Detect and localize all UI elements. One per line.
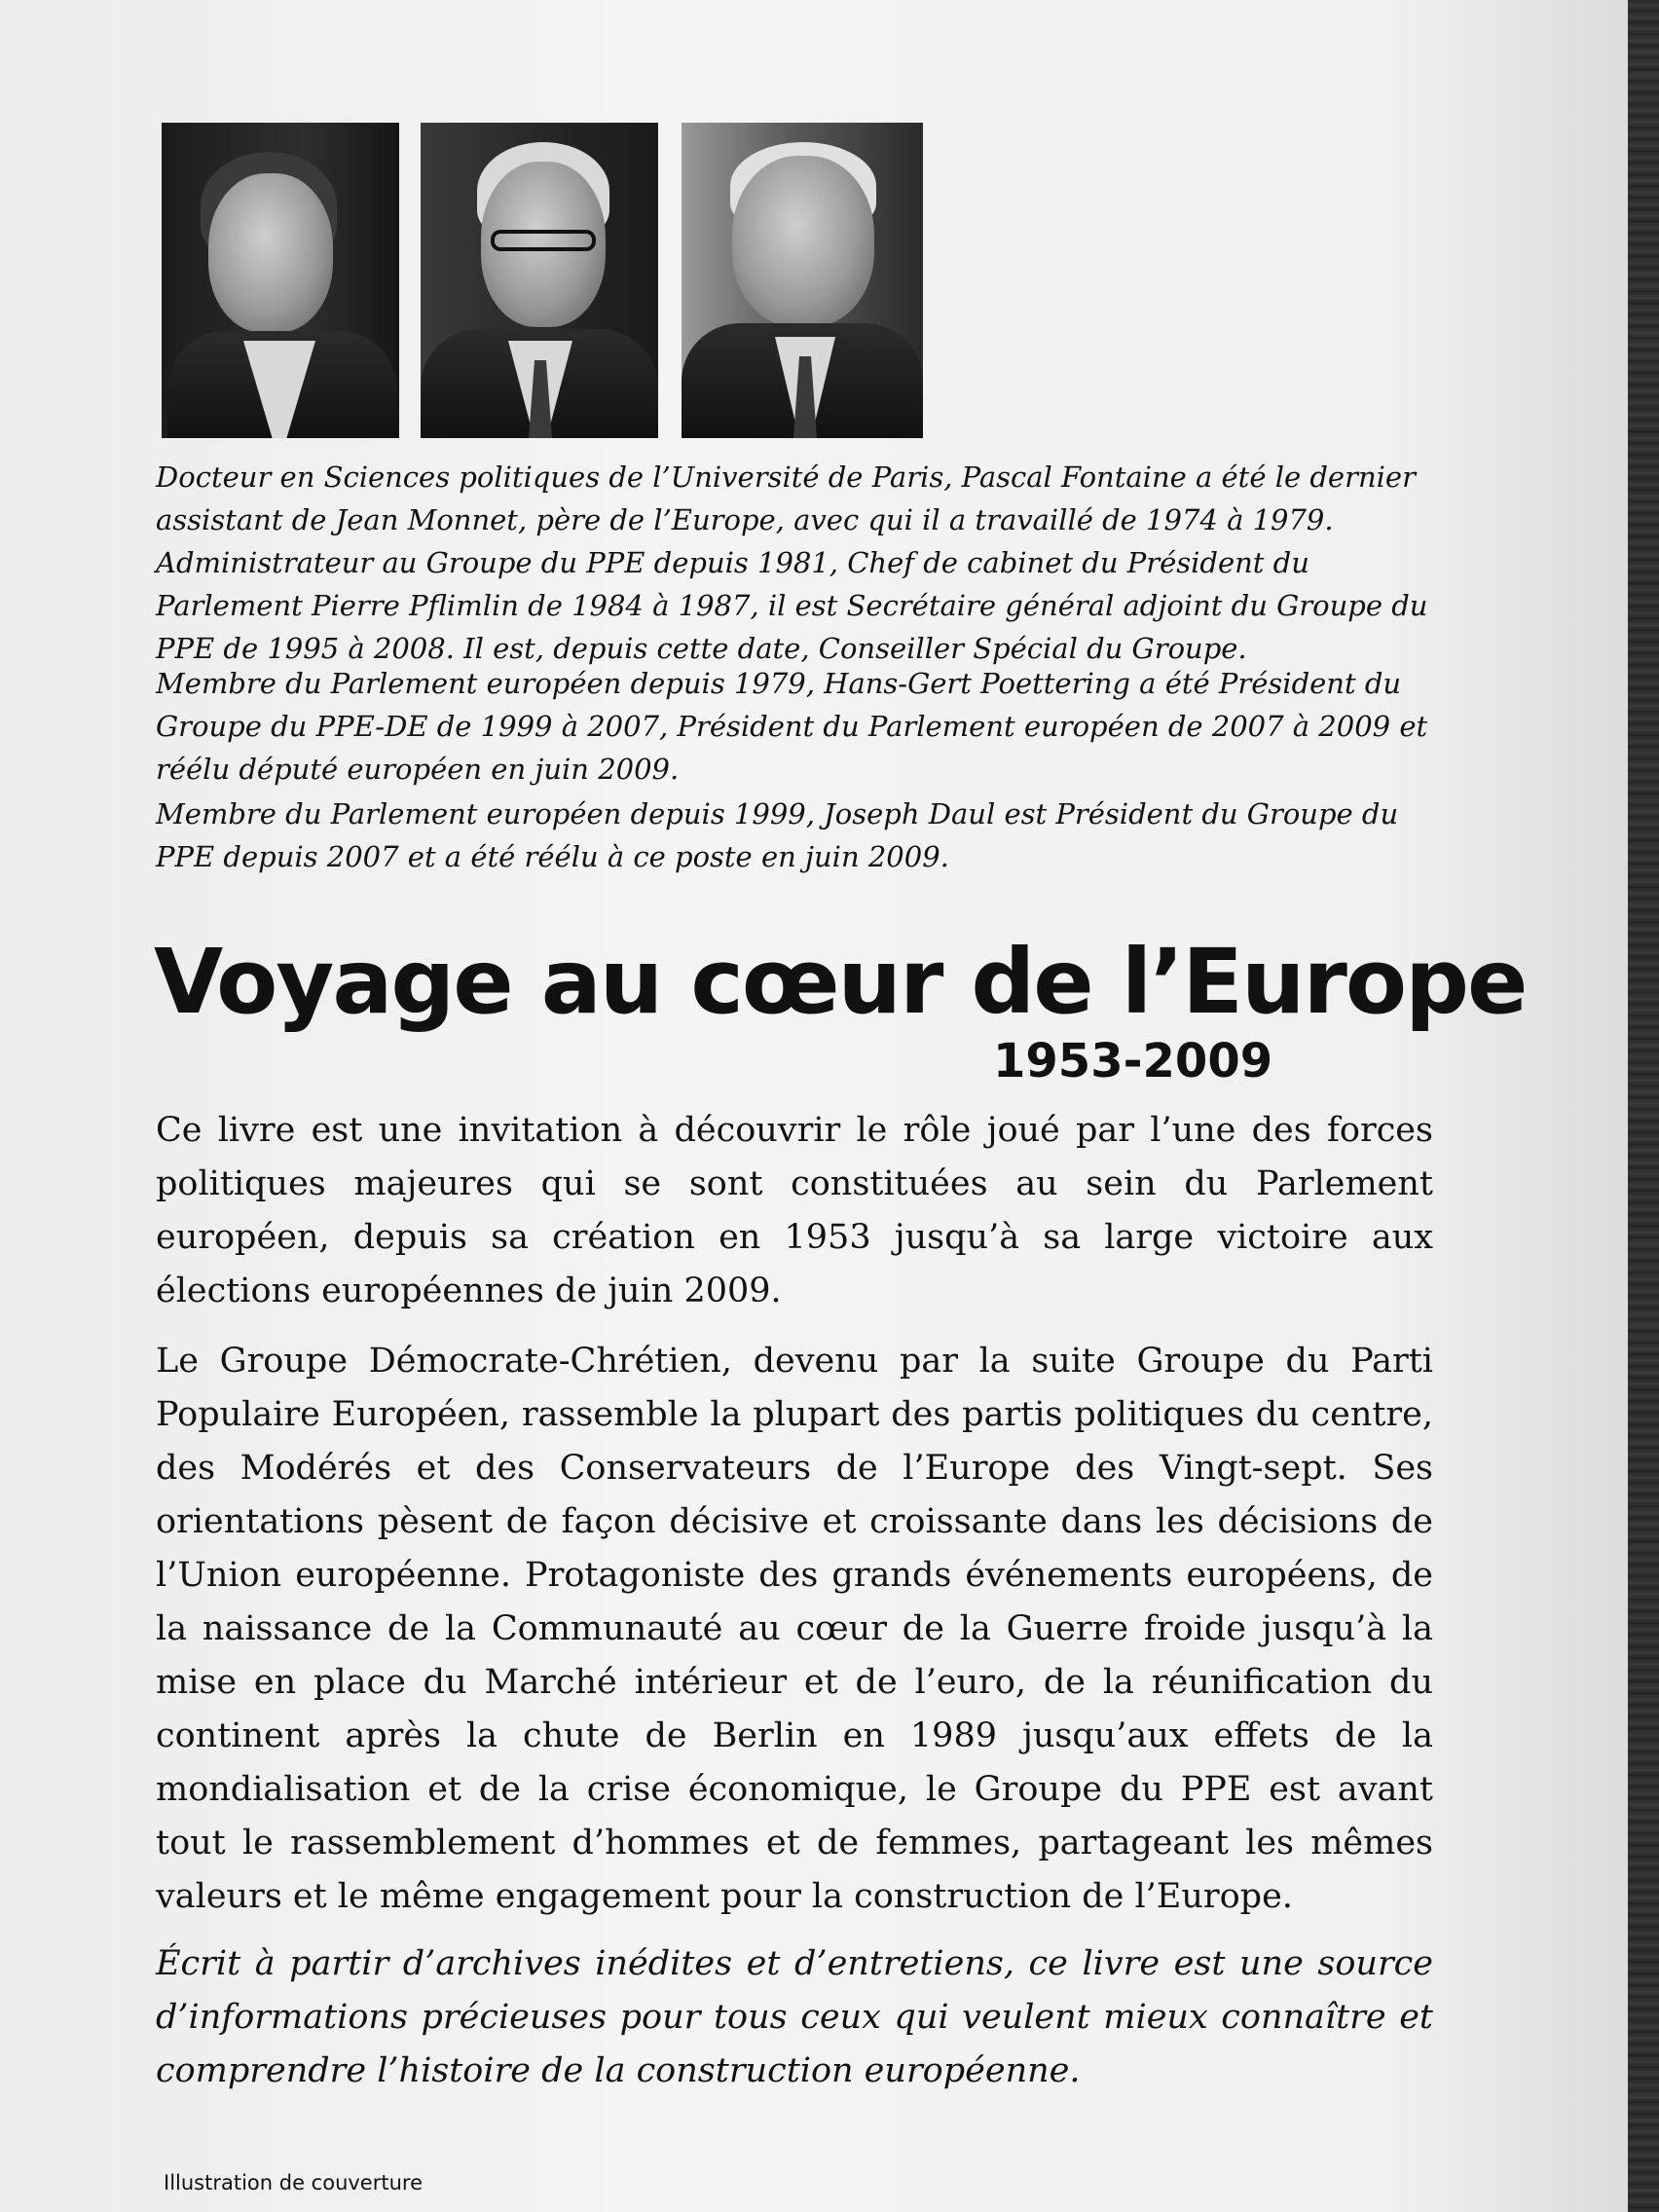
bio-hans-gert-poettering: Membre du Parlement européen depuis 1979, Hans-Gert Poettering a été Président du Groupe du PPE-DE de 1999 à 2007, Président du Parlement européen de 2007 à 2009 et réélu député européen en juin 2009. bbox=[156, 667, 1428, 786]
closing-paragraph: Écrit à partir d’archives inédites et d’entretiens, ce livre est une source d’informations précieuses pour tous ceux qui veulent mieux connaître et comprendre l’histoire de la construction européenne. bbox=[156, 1944, 1433, 2090]
bio-joseph-daul: Membre du Parlement européen depuis 1999, Joseph Daul est Président du Groupe du PPE depuis 2007 et a été réélu à ce poste en juin 2009. bbox=[156, 797, 1399, 873]
book-page-edge bbox=[1628, 0, 1659, 2212]
portrait-photo-2 bbox=[421, 123, 658, 438]
intro-paragraph: Ce livre est une invitation à découvrir le rôle joué par l’une des forces politiques majeures qui se sont constituées au sein du Parlement européen, depuis sa création en 1953 jusqu’à sa large victoire aux élections européennes de juin 2009. bbox=[156, 1111, 1433, 1310]
portrait-photo-3 bbox=[682, 123, 923, 438]
cover-illustration-credit: Illustration de couverture bbox=[164, 2171, 423, 2194]
portrait-photo-1 bbox=[162, 123, 399, 438]
book-title: Voyage au cœur de l’Europe bbox=[154, 930, 1527, 1034]
group-paragraph: Le Groupe Démocrate-Chrétien, devenu par la suite Groupe du Parti Populaire Européen, rassemble la plupart des partis politiques du centre, des Modérés et des Conservateurs de l’Europe des Vingt-sept. Ses orientations pèsent de façon décisive et croissante dans les décisions de l’Union européenne. Protagoniste des grands événements européens, de la naissance de la Communauté au cœur de la Guerre froide jusqu’à la mise en place du Marché intérieur et de l’euro, de la réunification du continent après la chute de Berlin en 1989 jusqu’aux effets de la mondialisation et de la crise économique, le Groupe du PPE est avant tout le rassemblement d’hommes et de femmes, partageant les mêmes valeurs et le même engagement pour la construction de l’Europe. bbox=[156, 1342, 1433, 1916]
bio-pascal-fontaine: Docteur en Sciences politiques de l’Université de Paris, Pascal Fontaine a été le dernier assistant de Jean Monnet, père de l’Europe, avec qui il a travaillé de 1974 à 1979. Administrateur au Groupe du PPE depuis 1981, Chef de cabinet du Président du Parlement Pierre Pflimlin de 1984 à 1987, il est Secrétaire général adjoint du Groupe du PPE de 1995 à 2008. Il est, depuis cette date, Conseiller Spécial du Groupe. bbox=[156, 461, 1428, 665]
book-years: 1953-2009 bbox=[993, 1034, 1273, 1088]
